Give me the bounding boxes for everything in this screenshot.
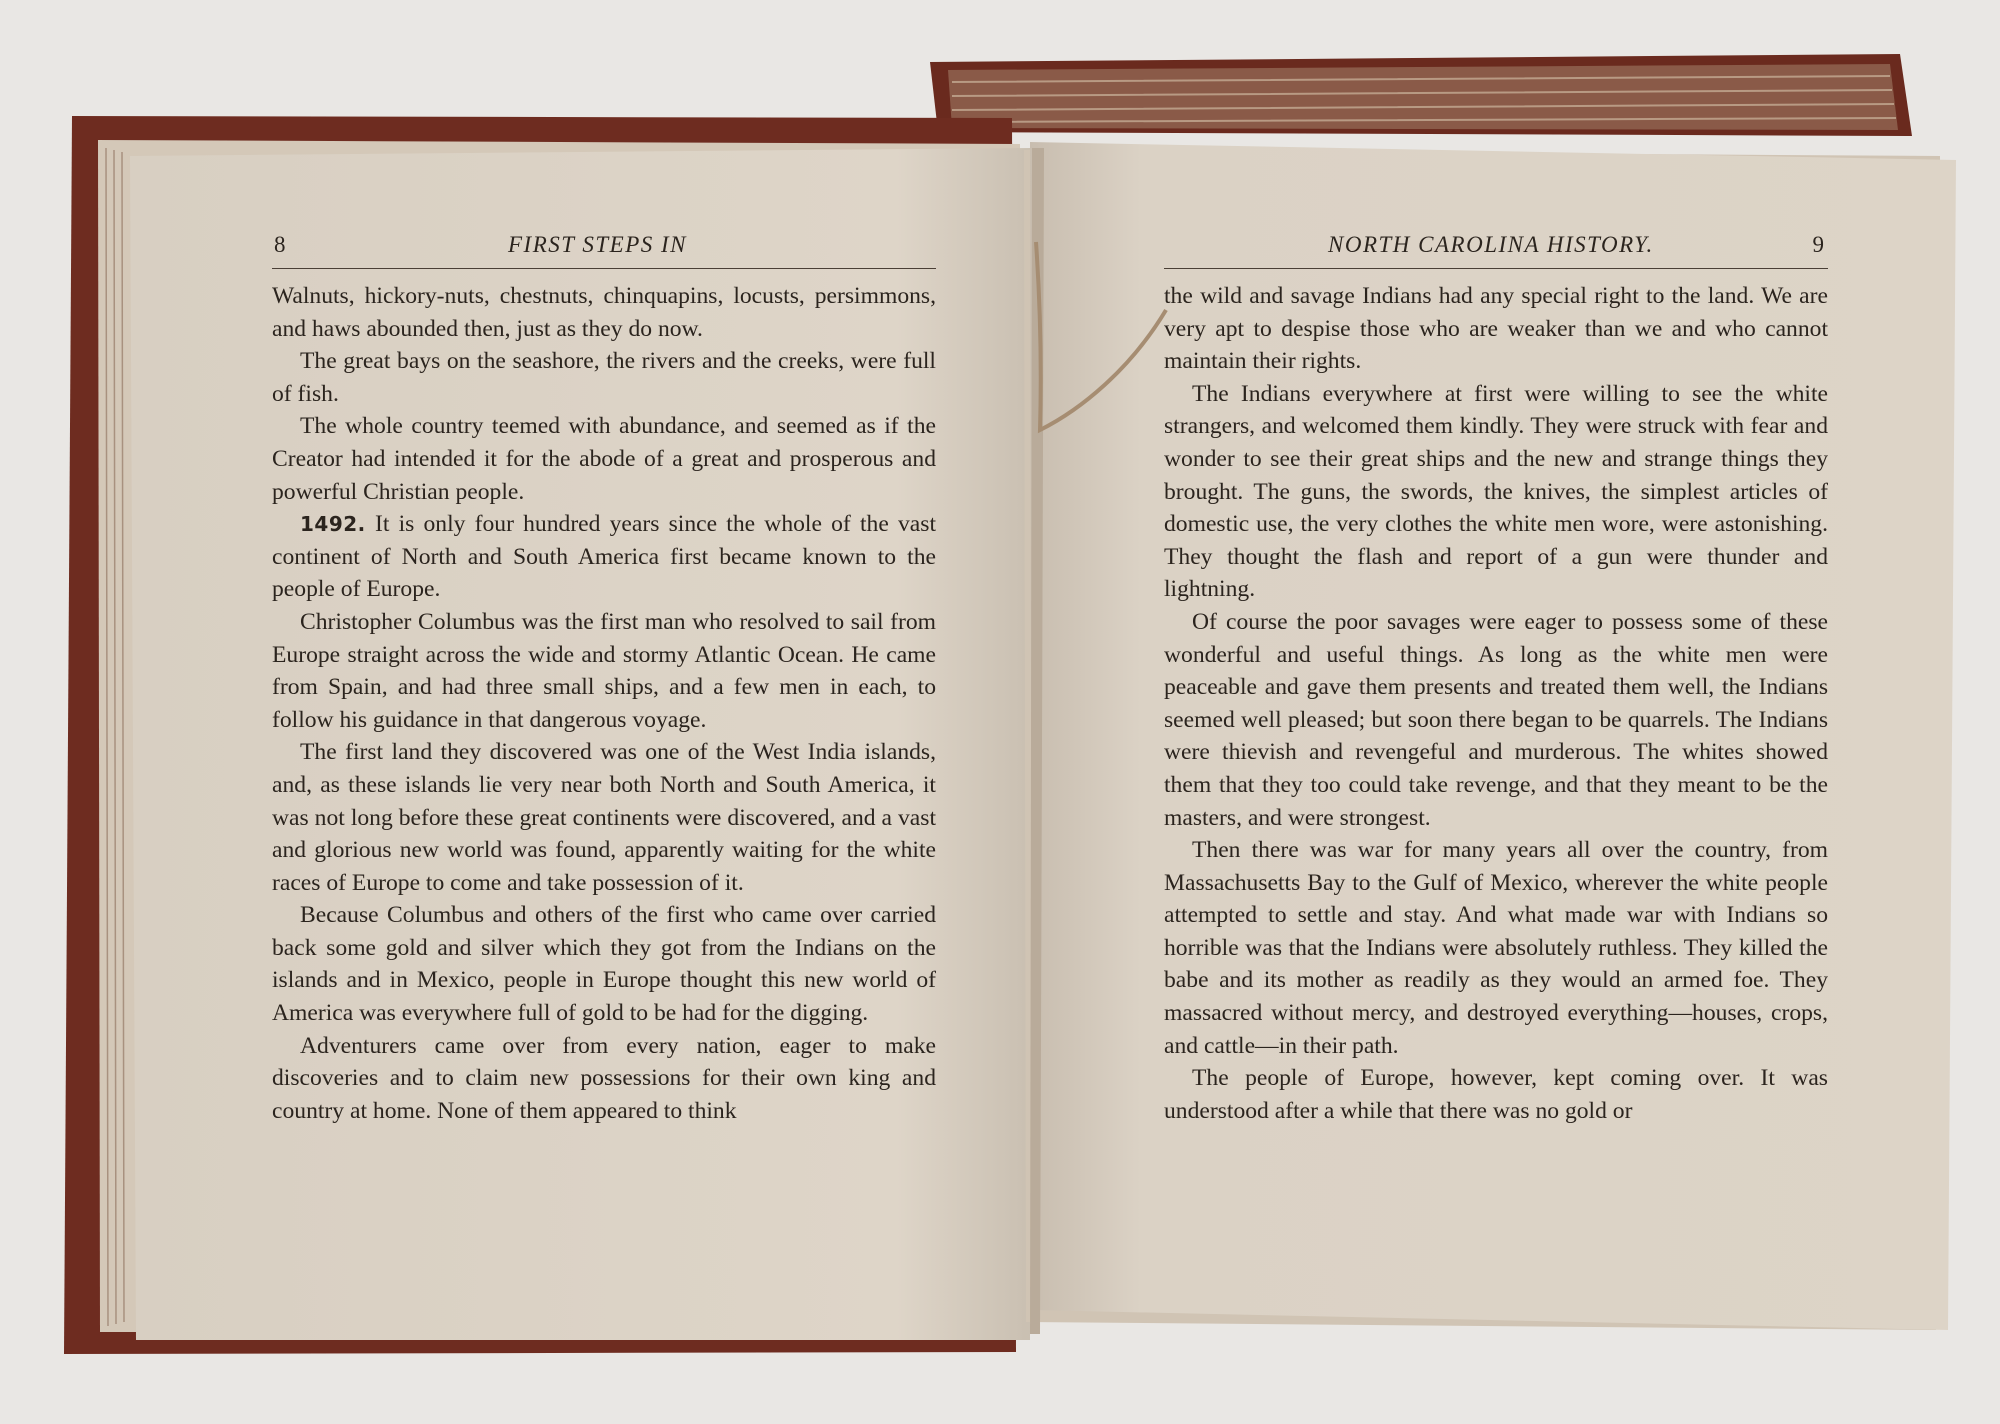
paragraph: The Indians everywhere at first were willing to see the white strangers, and welcomed them kindly. They were struck with fear and wonder to see their great ships and the new and strange things they brought. The guns, the swords, the knives, the simplest articles of domestic use, the very clothes the white men wore, were astonishing. They thought the flash and report of a gun were thunder and lightning. bbox=[1164, 380, 1828, 603]
paragraph: Walnuts, hickory-nuts, chestnuts, chinquapins, locusts, persimmons, and haws abounded then, just as they do now. bbox=[272, 283, 936, 342]
left-page-content bbox=[272, 228, 936, 1127]
right-page-content bbox=[1164, 228, 1828, 1127]
paragraph: Because Columbus and others of the first who came over carried back some gold and silver which they got from the Indians on the islands and in Mexico, people in Europe thought this new world of America was everywhere full of gold to be had for the digging. bbox=[272, 902, 936, 1027]
paragraph: The people of Europe, however, kept coming over. It was understood after a while that there was no gold or bbox=[1164, 1065, 1828, 1124]
paragraph: The great bays on the seashore, the rivers and the creeks, were full of fish. bbox=[272, 348, 936, 407]
right-page-number: 9 bbox=[1812, 232, 1824, 257]
paragraph-text: It is only four hundred years since the whole of the vast continent of North and South America first became known to the people of Europe. bbox=[272, 511, 936, 603]
paragraph: the wild and savage Indians had any special right to the land. We are very apt to despise those who are weaker than we and who cannot maintain their rights. bbox=[1164, 283, 1828, 375]
left-page-number: 8 bbox=[274, 232, 286, 257]
paragraph: Then there was war for many years all over the country, from Massachusetts Bay to the Gulf of Mexico, wherever the white people attempted to settle and stay. And what made war with Indians so horrible was that the Indians were absolutely ruthless. They killed the babe and its mother as readily as they would an armed foe. They massacred without mercy, and destroyed everything—houses, crops, and cattle—in their path. bbox=[1164, 837, 1828, 1059]
paragraph: The first land they discovered was one of the West India islands, and, as these islands lie very near both North and South America, it was not long before these great continents were discovered, and a vast and glorious new world was found, apparently waiting for the white races of Europe to come and take possession of it. bbox=[272, 739, 936, 896]
right-running-head: NORTH CAROLINA HISTORY. bbox=[1328, 232, 1654, 257]
left-page-header bbox=[272, 228, 936, 269]
paragraph: Of course the poor savages were eager to possess some of these wonderful and useful things. As long as the white men were peaceable and gave them presents and treated them well, the Indians seemed well pleased; but soon there began to be quarrels. The Indians were thievish and revengeful and murderous. The whites showed them that they too could take revenge, and that they meant to be the masters, and were strongest. bbox=[1164, 608, 1828, 831]
left-page-text bbox=[272, 280, 936, 1127]
year-marker: 1492. bbox=[300, 512, 366, 537]
paragraph: Christopher Columbus was the first man who resolved to sail from Europe straight across the wide and stormy Atlantic Ocean. He came from Spain, and had three small ships, and a few men in each, to follow his guidance in that dangerous voyage. bbox=[272, 608, 936, 733]
right-page-text bbox=[1164, 280, 1828, 1127]
paragraph: Adventurers came over from every nation, eager to make discoveries and to claim new possessions for their own king and country at home. None of them appeared to think bbox=[272, 1032, 936, 1124]
paragraph: The whole country teemed with abundance, and seemed as if the Creator had intended it for the abode of a great and prosperous and powerful Christian people. bbox=[272, 413, 936, 505]
paragraph-1492 bbox=[272, 508, 936, 606]
right-page-header bbox=[1164, 228, 1828, 269]
left-running-head: FIRST STEPS IN bbox=[508, 232, 688, 257]
